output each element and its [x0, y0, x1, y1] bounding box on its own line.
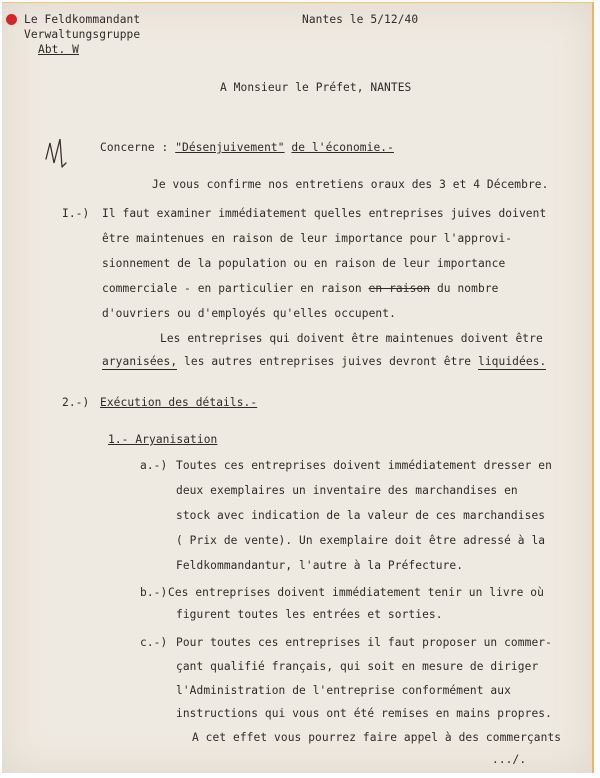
a-line-1: Toutes ces entreprises doivent immédiatement dresser en — [176, 459, 552, 472]
recipient: A Monsieur le Préfet, NANTES — [220, 81, 412, 94]
subsection-1-title: 1.- Aryanisation — [108, 433, 218, 446]
c-line-2: çant qualifié français, qui soit en mesure de diriger — [176, 660, 539, 673]
p2-line-1: Les entreprises qui doivent être maintenues doivent être — [160, 332, 543, 345]
p1-line-5: d'ouvriers ou d'employés qu'elles occupent. — [102, 307, 396, 320]
document-page — [2, 2, 594, 773]
b-line-2: figurent toutes les entrées et sorties. — [176, 608, 443, 621]
a-line-5: Feldkommandantur, l'autre à la Préfecture. — [176, 559, 464, 572]
a-line-3: stock avec indication de la valeur de ces marchandises — [176, 509, 546, 522]
section-2-title: Exécution des détails.- — [100, 396, 258, 409]
intro-line: Je vous confirme nos entretiens oraux des 3 et 4 Décembre. — [152, 178, 549, 191]
p1-line-1: Il faut examiner immédiatement quelles entreprises juives doivent — [102, 207, 547, 220]
section-2-number: 2.-) — [62, 396, 90, 409]
handwritten-mark-icon — [40, 133, 82, 173]
a-line-4: ( Prix de vente). Un exemplaire doit être adressé à la — [176, 534, 546, 547]
p1-line-4-end: du nombre — [436, 282, 499, 295]
a-line-2: deux exemplaires un inventaire des marchandises en — [176, 484, 518, 497]
aryanisees-underlined: aryanisées, — [102, 355, 178, 368]
c-line-5: A cet effet vous pourrez faire appel à des commerçants — [192, 731, 562, 744]
b-line-1: Ces entreprises doivent immédiatement tenir un livre où — [168, 586, 544, 599]
item-a-label: a.-) — [140, 459, 168, 472]
red-stamp-icon — [6, 14, 17, 25]
subject-term: "Désenjuivement" — [175, 141, 285, 154]
subject-prefix: Concerne : — [100, 141, 169, 154]
item-b-label: b.-) — [140, 586, 168, 599]
section-1-number: I.-) — [62, 207, 90, 220]
sender-line-2: Verwaltungsgruppe — [24, 28, 141, 41]
p1-line-4 — [102, 282, 499, 295]
p2-line-2-middle: les autres entreprises juives devront être — [184, 355, 472, 368]
subject-rest: de l'économie.- — [291, 141, 394, 154]
item-c-label: c.-) — [140, 636, 168, 649]
p2-line-2 — [102, 355, 546, 368]
continued-marker: .../. — [492, 753, 527, 766]
sender-line-1: Le Feldkommandant — [24, 13, 141, 26]
struck-text: en raison — [368, 282, 431, 295]
c-line-1: Pour toutes ces entreprises il faut proposer un commer- — [176, 636, 552, 649]
liquidees-underlined: liquidées. — [477, 355, 547, 368]
sender-line-3: Abt. W — [38, 43, 80, 56]
place-date: Nantes le 5/12/40 — [302, 13, 419, 26]
p1-line-4-start: commerciale - en particulier en raison — [102, 282, 362, 295]
c-line-4: instructions qui vous ont été remises en mains propres. — [176, 707, 552, 720]
subject-line — [100, 141, 394, 154]
p1-line-3: sionnement de la population ou en raison de leur importance — [102, 257, 506, 270]
c-line-3: l'Administration de l'entreprise conformément aux — [176, 684, 511, 697]
p1-line-2: être maintenues en raison de leur importance pour l'approvi- — [102, 232, 513, 245]
